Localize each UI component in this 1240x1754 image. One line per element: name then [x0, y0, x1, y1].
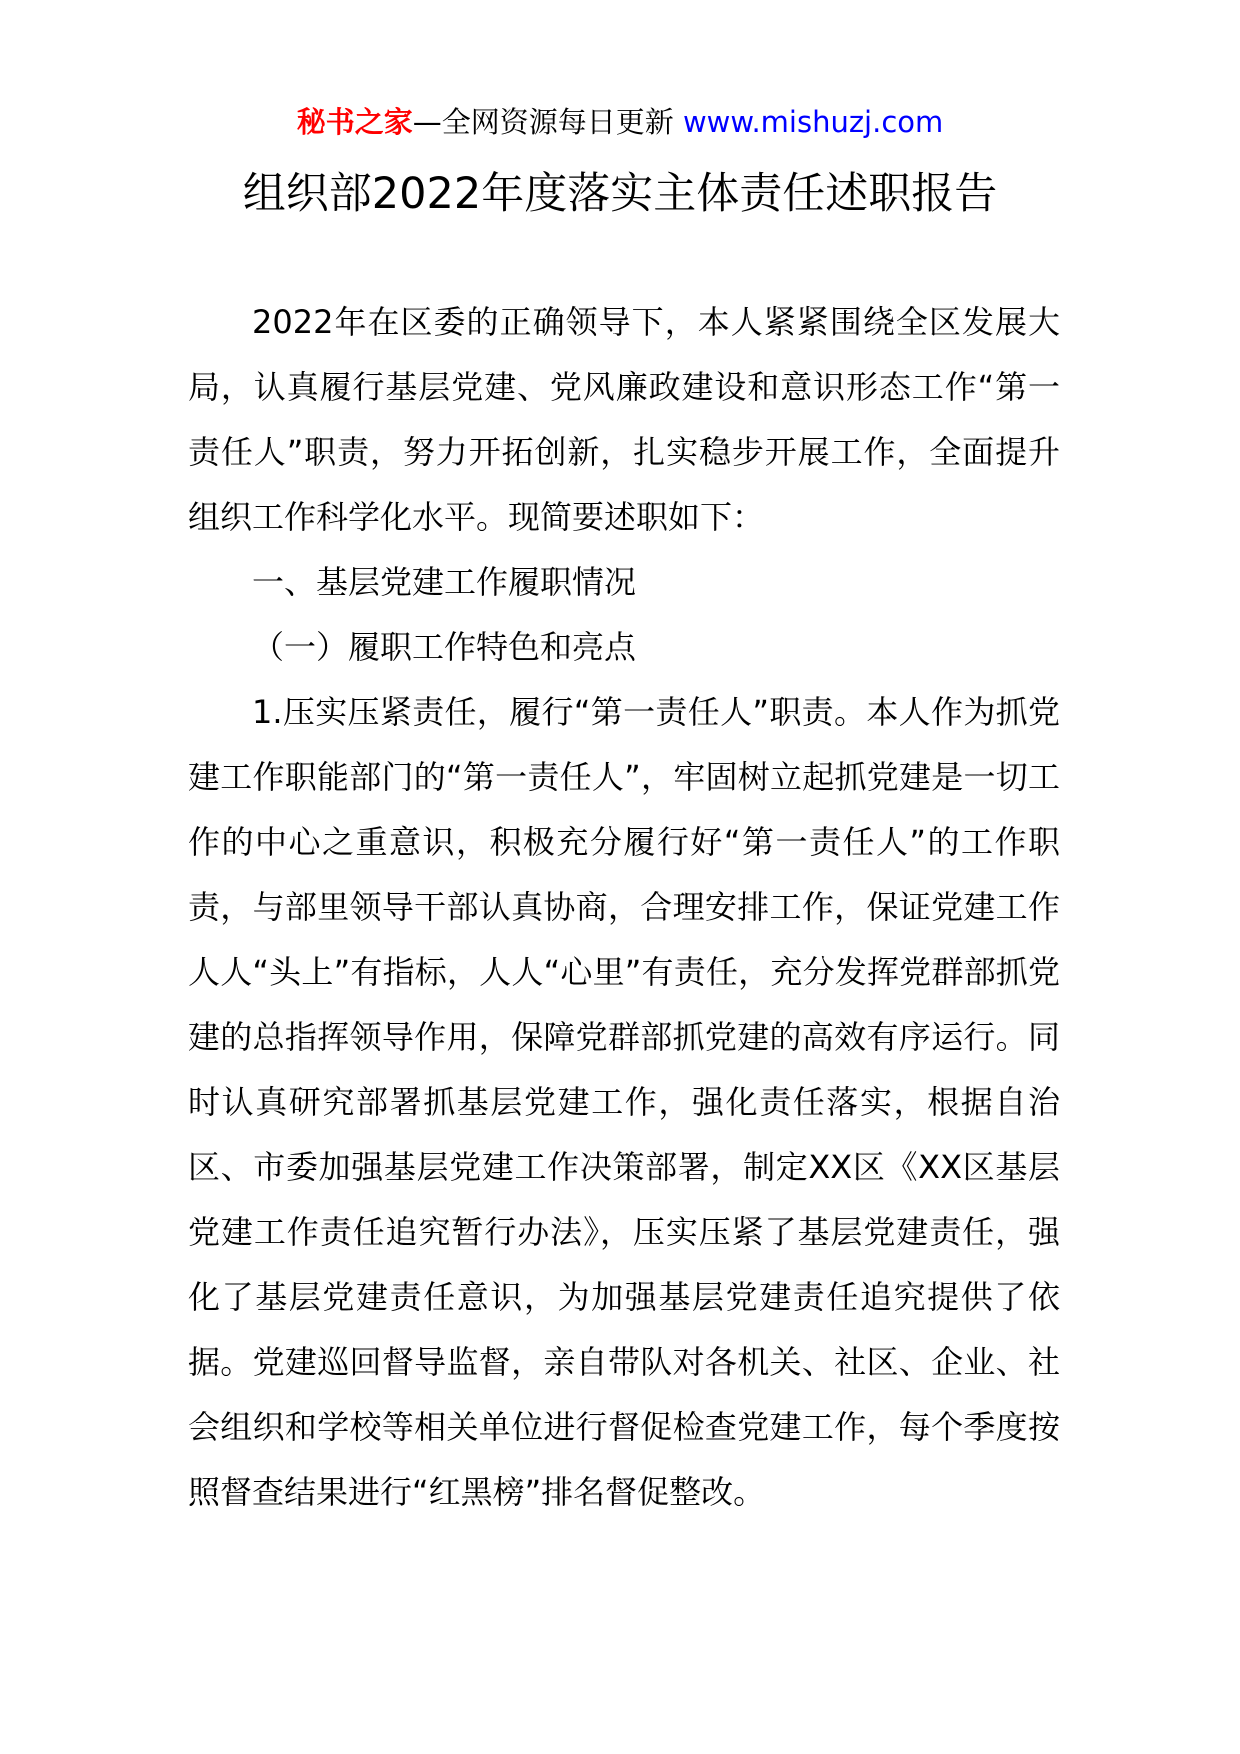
subsection-heading: （一）履职工作特色和亮点	[252, 628, 637, 666]
site-header	[0, 102, 1240, 142]
document-body	[188, 290, 1060, 1525]
site-url-link[interactable]: www.mishuzj.com	[682, 105, 944, 139]
intro-paragraph: 2022年在区委的正确领导下，本人紧紧围绕全区发展大局，认真履行基层党建、党风廉政建设和意识形态工作“第一责任人”职责，努力开拓创新，扎实稳步开展工作，全面提升组织工作科学化水平。现简要述职如下：	[188, 303, 1060, 536]
brand-name: 秘书之家	[296, 105, 413, 139]
section-heading: 一、基层党建工作履职情况	[252, 563, 637, 601]
header-tagline: —全网资源每日更新	[412, 105, 674, 139]
document-title: 组织部2022年度落实主体责任述职报告	[242, 169, 998, 219]
body-paragraph: 1.压实压紧责任，履行“第一责任人”职责。本人作为抓党建工作职能部门的“第一责任人”，牢固树立起抓党建是一切工作的中心之重意识，积极充分履行好“第一责任人”的工作职责，与部里领导干部认真协商，合理安排工作，保证党建工作人人“头上”有指标，人人“心里”有责任，充分发挥党群部抓党建的总指挥领导作用，保障党群部抓党建的高效有序运行。同时认真研究部署抓基层党建工作，强化责任落实，根据自治区、市委加强基层党建工作决策部署，制定XX区《XX区基层党建工作责任追究暂行办法》，压实压紧了基层党建责任，强化了基层党建责任意识，为加强基层党建责任追究提供了依据。党建巡回督导监督，亲自带队对各机关、社区、企业、社会组织和学校等相关单位进行督促检查党建工作，每个季度按照督查结果进行“红黑榜”排名督促整改。	[188, 693, 1060, 1511]
